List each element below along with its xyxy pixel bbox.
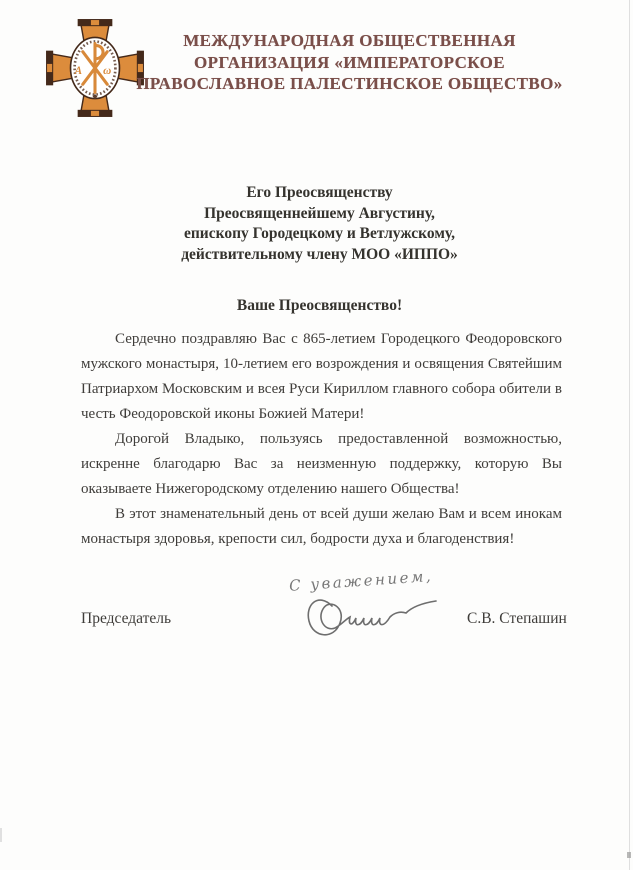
signature-autograph (302, 592, 447, 660)
addressee-line: Преосвященнейшему Августину, (204, 204, 435, 222)
scan-tick-artifact (627, 852, 631, 858)
letter-body (81, 327, 562, 552)
addressee-line: действительному члену МОО «ИППО» (181, 245, 458, 263)
addressee-line: епископу Городецкому и Ветлужскому, (184, 225, 455, 242)
addressee-block (6, 183, 633, 265)
org-name-line: ПРАВОСЛАВНОЕ ПАЛЕСТИНСКОЕ ОБЩЕСТВО» (136, 74, 563, 93)
paragraph: В этот знаменательный день от всей души желаю Вам и всем инокам монастыря здоровья, крепости сил, бодрости духа и благоденствия! (81, 506, 562, 547)
org-name-line: ОРГАНИЗАЦИЯ «ИМПЕРАТОРСКОЕ (194, 52, 505, 72)
paragraph: Дорогой Владыко, пользуясь предоставленной возможностью, искренне благодарю Вас за неизменную поддержку, которую Вы оказываете Нижегородскому отделению нашего Общества! (81, 431, 562, 497)
addressee-line: Его Преосвященству (246, 184, 393, 201)
handwritten-closing: С уважением, (288, 566, 434, 595)
org-name-line: МЕЖДУНАРОДНАЯ ОБЩЕСТВЕННАЯ (183, 31, 516, 50)
scan-smudge-artifact (0, 828, 2, 842)
svg-text:ω: ω (103, 65, 112, 78)
signer-name: С.В. Степашин (467, 610, 567, 627)
paragraph: Сердечно поздравляю Вас с 865-летием Городецкого Феодоровского мужского монастыря, 10-летием его возрождения и освящения Святейшим Патриархом Московским и всея Руси Кириллом главного собора обители в честь Феодоровской иконы Божией Матери! (81, 331, 562, 422)
svg-text:А: А (74, 65, 83, 78)
org-name-block (128, 30, 571, 95)
signer-role: Председатель (81, 610, 172, 627)
salutation: Ваше Преосвященство! (236, 297, 403, 314)
scan-edge-artifact (629, 0, 631, 870)
